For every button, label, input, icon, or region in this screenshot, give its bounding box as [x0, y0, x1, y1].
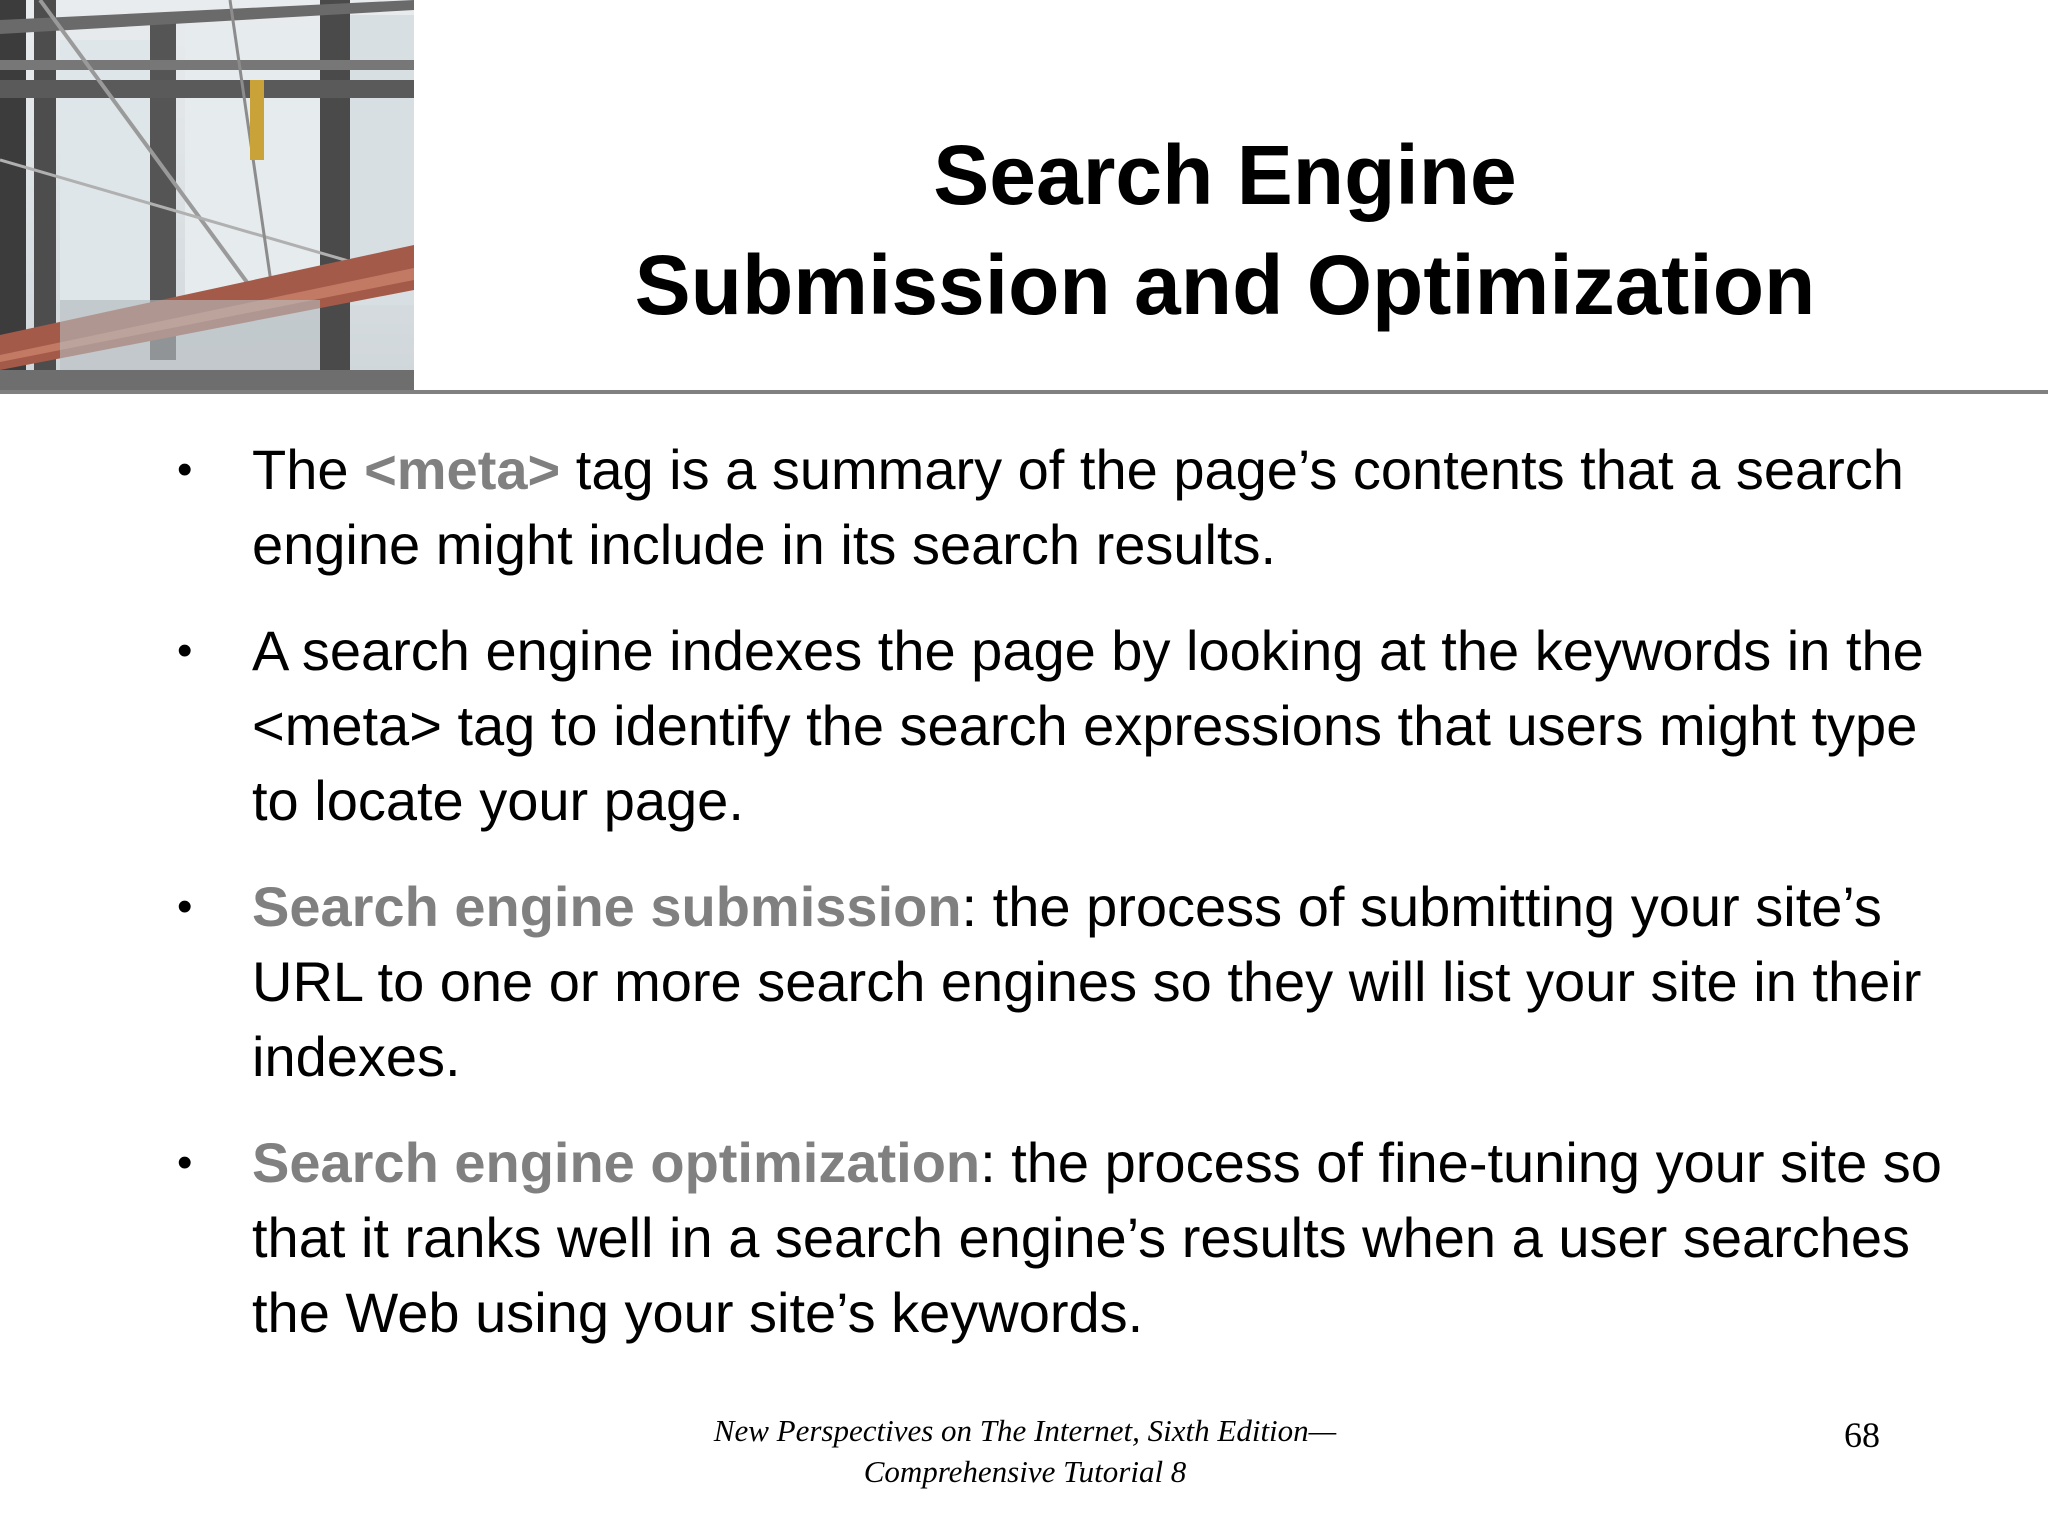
bullet-icon: •	[177, 445, 193, 494]
page-number: 68	[1844, 1415, 1880, 1455]
bullet-icon: •	[177, 882, 193, 931]
bullet-text: A search engine indexes the page by looking at the keywords in the <meta> tag to identify the search expressions that users might type to locate your page.	[252, 619, 1924, 832]
term-search-engine-submission: Search engine submission	[252, 875, 962, 938]
footer-line-2: Comprehensive Tutorial 8	[863, 1454, 1187, 1489]
bullet-item	[170, 432, 1950, 582]
title-divider	[0, 390, 2048, 394]
term-search-engine-optimization: Search engine optimization	[252, 1131, 981, 1194]
footer-citation	[600, 1410, 1450, 1492]
title-line-1: Search Engine	[933, 128, 1517, 222]
bullet-icon: •	[177, 1138, 193, 1187]
bullet-text: tag is a summary of the page’s contents that a search engine might include in its search results.	[252, 438, 1904, 576]
title-line-2: Submission and Optimization	[634, 238, 1816, 332]
bullet-item	[170, 869, 1950, 1094]
bullet-highlight: <meta>	[364, 438, 561, 501]
bullet-list	[170, 432, 1950, 1381]
slide-title	[500, 120, 1950, 340]
bullet-item	[170, 1125, 1950, 1350]
footer-line-1: New Perspectives on The Internet, Sixth Edition—	[713, 1413, 1337, 1448]
bullet-text: : the process of fine-tuning your site so that it ranks well in a search engine’s results when a user searches the Web using your site’s keywords.	[252, 1131, 1942, 1344]
bullet-icon: •	[177, 626, 193, 675]
building-photo-image	[0, 0, 414, 390]
bullet-item	[170, 613, 1950, 838]
bullet-text: : the process of submitting your site’s URL to one or more search engines so they will list your site in their indexes.	[252, 875, 1922, 1088]
corner-photo	[0, 0, 414, 390]
bullet-text-pre: The	[252, 438, 365, 501]
